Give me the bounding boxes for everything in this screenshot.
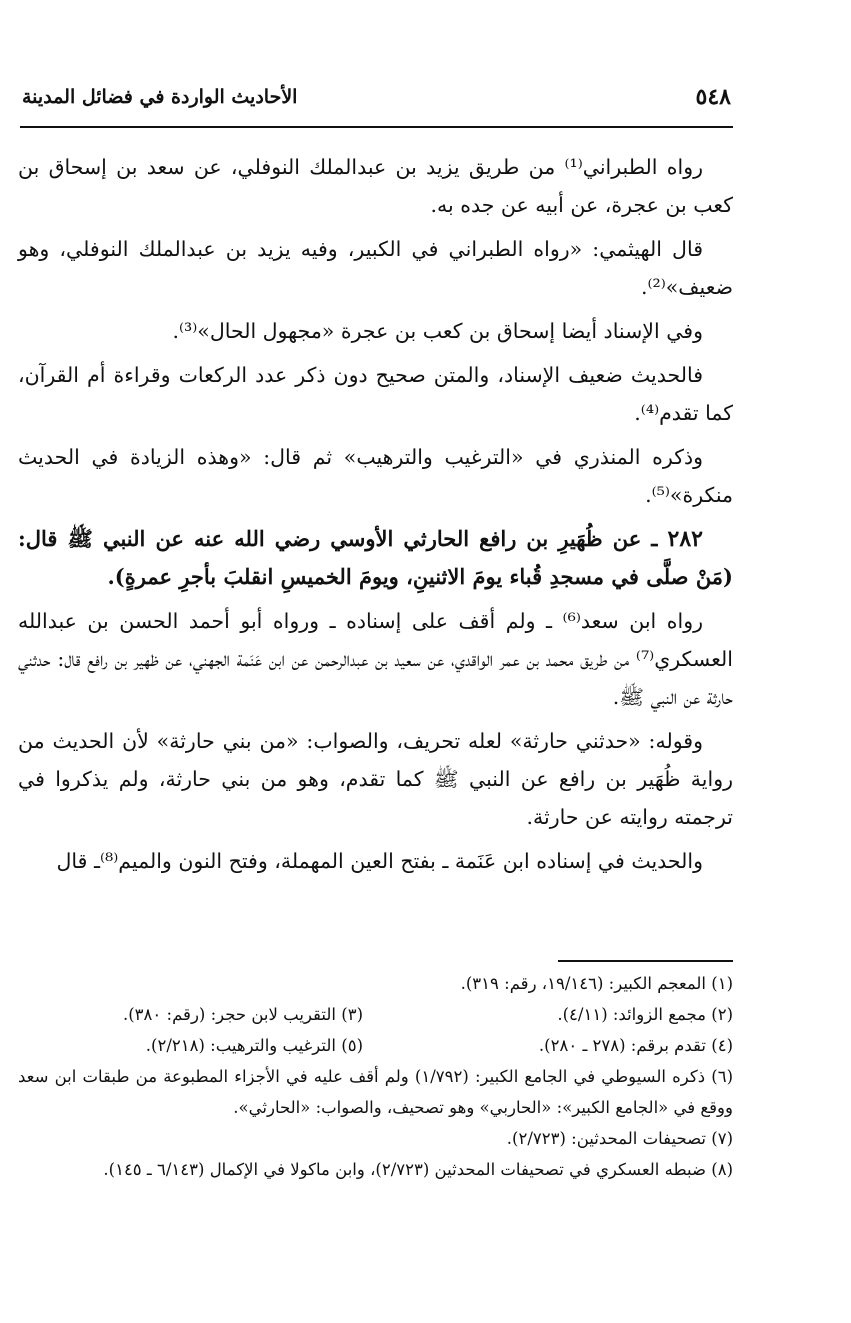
footnote: (٦) ذكره السيوطي في الجامع الكبير: (١/٧٩٢) ولم أقف عليه في الأجزاء المطبوعة من طبقات ابن سعد ووقع في «الجامع الكبير»: «الحاربي» وهو تصحيف، والصواب: «الحارثي».	[18, 1067, 733, 1117]
footnote: (٢) مجمع الزوائد: (٤/١١).	[557, 1005, 733, 1024]
paragraph: رواه ابن سعد⁽⁶⁾ ـ ولم أقف على إسناده ـ ورواه أبو أحمد الحسن بن عبدالله العسكري⁽⁷⁾ من طريق محمد بن عمر الواقدي، عن سعيد بن عبدالرحمن عن ابن عَنَمة الجهني، عن ظهير بن رافع قال: حدثني حارثة عن النبي ﷺ.	[18, 609, 733, 709]
footnote: (٧) تصحيفات المحدثين: (٢/٧٢٣).	[506, 1129, 733, 1148]
hadith-text: ـ عن ظُهَيرِ بن رافع الحارثي الأوسي رضي الله عنه عن النبي ﷺ قال: (مَنْ صلَّى في مسجدِ قُباء يومَ الاثنينِ، ويومَ الخميسِ انقلبَ بأجرِ عمرةٍ).	[18, 526, 733, 589]
footnote: (٣) التقريب لابن حجر: (رقم: ٣٨٠).	[122, 1005, 363, 1024]
running-title: الأحاديث الواردة في فضائل المدينة	[22, 86, 298, 108]
footnote: (١) المعجم الكبير: (١٩/١٤٦، رقم: ٣١٩).	[460, 974, 733, 993]
running-header	[22, 84, 731, 120]
footnote: (٨) ضبطه العسكري في تصحيفات المحدثين (٢/٧٢٣)، وابن ماكولا في الإكمال (٦/١٤٣ ـ ١٤٥).	[103, 1160, 733, 1179]
hadith-entry	[18, 520, 733, 596]
paragraph: فالحديث ضعيف الإسناد، والمتن صحيح دون ذكر عدد الركعات وقراءة أم القرآن، كما تقدم⁽⁴⁾.	[18, 363, 733, 425]
footnote-divider	[558, 960, 733, 962]
hadith-number: ٢٨٢	[667, 526, 703, 552]
paragraph: رواه الطبراني⁽¹⁾ من طريق يزيد بن عبدالملك النوفلي، عن سعد بن إسحاق بن كعب بن عجرة، عن أبيه عن جده به.	[18, 155, 733, 217]
footnotes	[18, 968, 733, 1185]
page-number: ٥٤٨	[695, 84, 731, 110]
header-divider	[20, 126, 733, 128]
paragraph: وقوله: «حدثني حارثة» لعله تحريف، والصواب: «من بني حارثة» لأن الحديث من رواية ظُهَير بن رافع عن النبي ﷺ كما تقدم، وهو من بني حارثة، ولم يذكروا في ترجمته روايته عن حارثة.	[18, 729, 733, 829]
paragraph: وذكره المنذري في «الترغيب والترهيب» ثم قال: «وهذه الزيادة في الحديث منكرة»⁽⁵⁾.	[18, 445, 733, 507]
paragraph: قال الهيثمي: «رواه الطبراني في الكبير، وفيه يزيد بن عبدالملك النوفلي، وهو ضعيف»⁽²⁾.	[18, 237, 733, 299]
paragraph: وفي الإسناد أيضا إسحاق بن كعب بن عجرة «مجهول الحال»⁽³⁾.	[172, 319, 703, 343]
footnote-row	[18, 1030, 733, 1061]
footnote: (٤) تقدم برقم: (٢٧٨ ـ ٢٨٠).	[538, 1036, 733, 1055]
main-text	[18, 148, 733, 886]
paragraph: والحديث في إسناده ابن عَنَمة ـ بفتح العين المهملة، وفتح النون والميم⁽⁸⁾ـ قال	[56, 849, 703, 873]
footnote: (٥) الترغيب والترهيب: (٢/٢١٨).	[145, 1036, 363, 1055]
footnote-row	[18, 999, 733, 1030]
